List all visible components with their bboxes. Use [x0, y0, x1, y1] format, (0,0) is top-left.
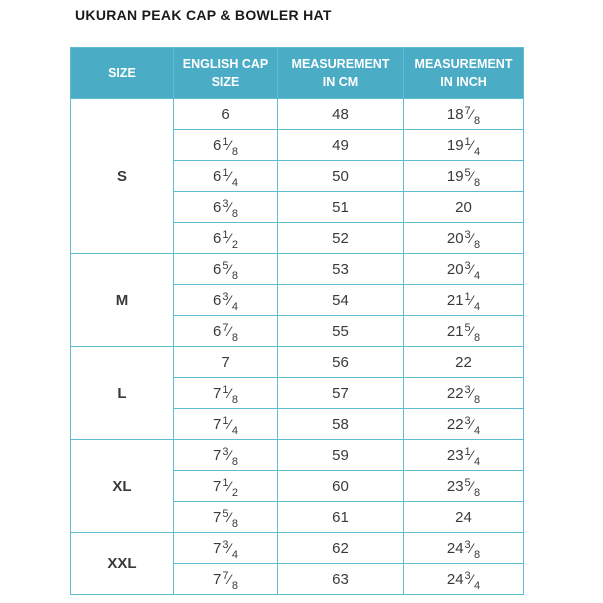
page-title: UKURAN PEAK CAP & BOWLER HAT — [75, 7, 332, 23]
inch-cell: $24^3⁄_4$ — [404, 564, 524, 595]
cap-size-cell: 6 — [174, 99, 278, 130]
table-row — [71, 533, 524, 564]
cap-size-cell: $7^1⁄_2$ — [174, 471, 278, 502]
size-chart-table — [70, 47, 524, 595]
inch-cell: $23^1⁄_4$ — [404, 440, 524, 471]
size-group-cell: S — [71, 99, 174, 254]
col-header-size: SIZE — [71, 48, 174, 99]
col-header-cm: MEASUREMENT IN CM — [278, 48, 404, 99]
cap-size-cell: $6^3⁄_8$ — [174, 192, 278, 223]
cap-size-cell: $6^5⁄_8$ — [174, 254, 278, 285]
header-row — [71, 48, 524, 99]
cap-size-cell: $6^1⁄_2$ — [174, 223, 278, 254]
inch-cell: 22 — [404, 347, 524, 378]
inch-cell: $19^1⁄_4$ — [404, 130, 524, 161]
inch-cell: $22^3⁄_8$ — [404, 378, 524, 409]
cm-cell: 62 — [278, 533, 404, 564]
cm-cell: 49 — [278, 130, 404, 161]
inch-cell: $21^1⁄_4$ — [404, 285, 524, 316]
inch-cell: $22^3⁄_4$ — [404, 409, 524, 440]
size-group-cell: L — [71, 347, 174, 440]
cap-size-cell: $7^7⁄_8$ — [174, 564, 278, 595]
table-header — [71, 48, 524, 99]
inch-cell: $23^5⁄_8$ — [404, 471, 524, 502]
cap-size-cell: $7^5⁄_8$ — [174, 502, 278, 533]
cm-cell: 61 — [278, 502, 404, 533]
cm-cell: 57 — [278, 378, 404, 409]
cm-cell: 60 — [278, 471, 404, 502]
table-row — [71, 254, 524, 285]
inch-cell: $18^7⁄_8$ — [404, 99, 524, 130]
cm-cell: 63 — [278, 564, 404, 595]
cm-cell: 58 — [278, 409, 404, 440]
cm-cell: 59 — [278, 440, 404, 471]
cap-size-cell: $7^3⁄_4$ — [174, 533, 278, 564]
cap-size-cell: $7^3⁄_8$ — [174, 440, 278, 471]
inch-cell: $20^3⁄_8$ — [404, 223, 524, 254]
cm-cell: 50 — [278, 161, 404, 192]
inch-cell: $19^5⁄_8$ — [404, 161, 524, 192]
cap-size-cell: 7 — [174, 347, 278, 378]
cap-size-cell: $6^7⁄_8$ — [174, 316, 278, 347]
size-group-cell: XXL — [71, 533, 174, 595]
cm-cell: 56 — [278, 347, 404, 378]
cap-size-cell: $6^1⁄_4$ — [174, 161, 278, 192]
col-header-inch: MEASUREMENT IN INCH — [404, 48, 524, 99]
cm-cell: 53 — [278, 254, 404, 285]
size-table-body — [71, 99, 524, 595]
inch-cell: $21^5⁄_8$ — [404, 316, 524, 347]
size-group-cell: XL — [71, 440, 174, 533]
inch-cell: 20 — [404, 192, 524, 223]
table-row — [71, 440, 524, 471]
inch-cell: $24^3⁄_8$ — [404, 533, 524, 564]
cm-cell: 51 — [278, 192, 404, 223]
table-row — [71, 347, 524, 378]
col-header-cap: ENGLISH CAP SIZE — [174, 48, 278, 99]
cm-cell: 54 — [278, 285, 404, 316]
cap-size-cell: $6^3⁄_4$ — [174, 285, 278, 316]
cap-size-cell: $6^1⁄_8$ — [174, 130, 278, 161]
inch-cell: 24 — [404, 502, 524, 533]
cm-cell: 55 — [278, 316, 404, 347]
cap-size-cell: $7^1⁄_8$ — [174, 378, 278, 409]
cap-size-cell: $7^1⁄_4$ — [174, 409, 278, 440]
cm-cell: 48 — [278, 99, 404, 130]
cm-cell: 52 — [278, 223, 404, 254]
table-row — [71, 99, 524, 130]
inch-cell: $20^3⁄_4$ — [404, 254, 524, 285]
size-group-cell: M — [71, 254, 174, 347]
